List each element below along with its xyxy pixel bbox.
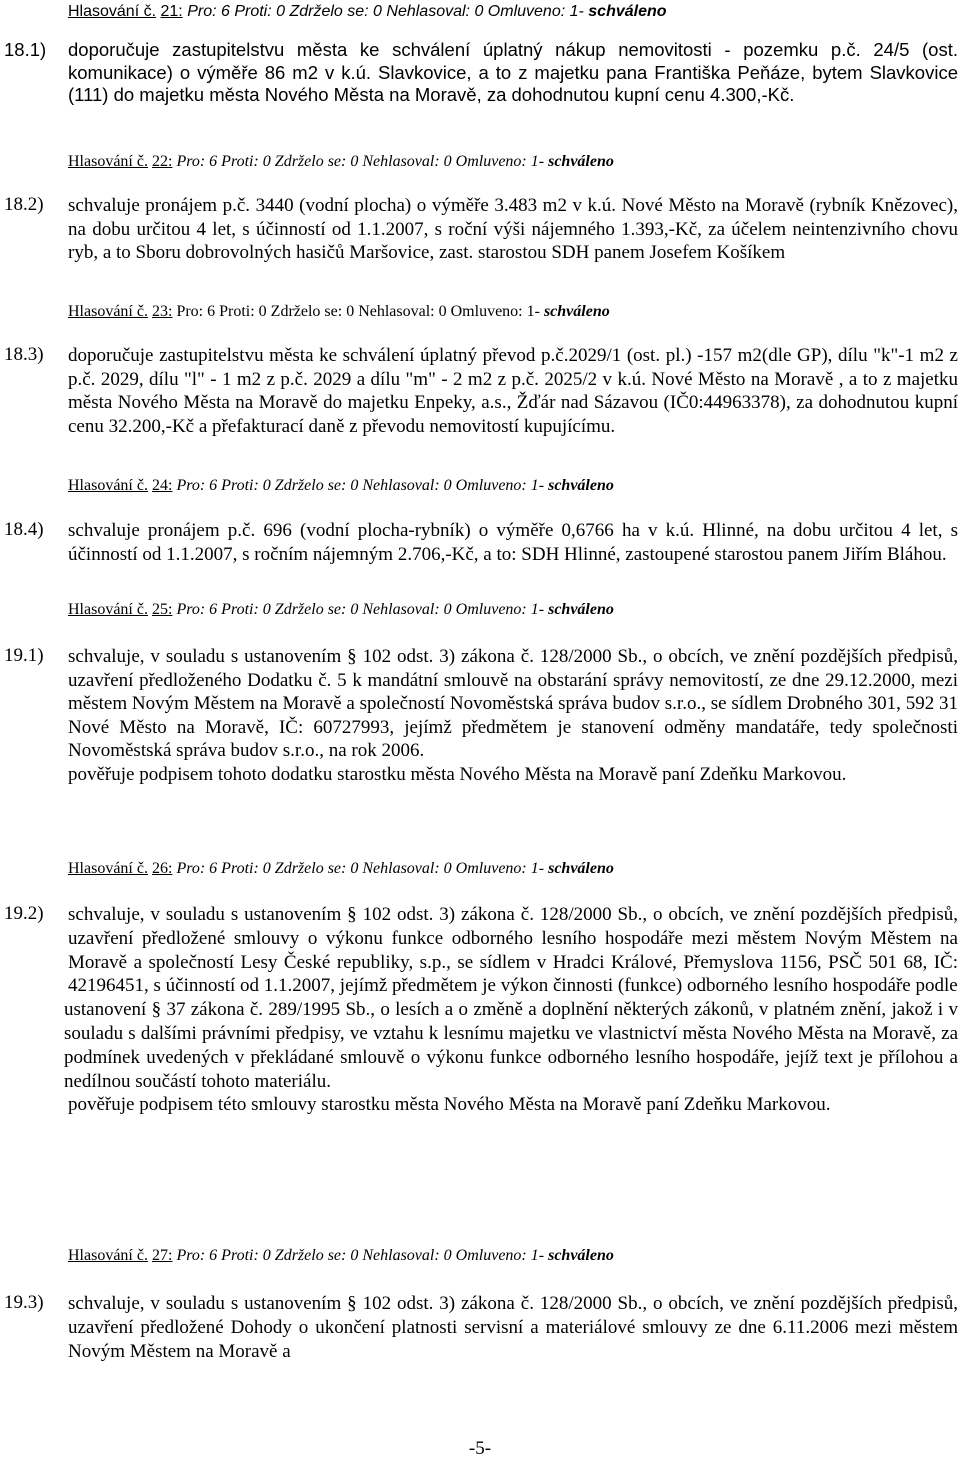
item-number: 19.2) xyxy=(4,903,44,924)
vote-label: Hlasování č. xyxy=(68,3,157,20)
resolution-item xyxy=(4,903,958,1117)
vote-result: schváleno xyxy=(548,601,614,618)
vote-result: schváleno xyxy=(588,3,667,20)
resolution-item xyxy=(4,645,958,787)
item-number: 18.2) xyxy=(4,194,44,215)
item-text: doporučuje zastupitelstvu města ke schválení úplatný převod p.č.2029/1 (ost. pl.) -157 m2(dle GP), dílu "k"-1 m2 z p.č. 2029, dílu "l" - 1 m2 z p.č. 2029 a dílu "m" - 2 m2 z p.č. 2025/2 v k.ú. Nové Město na Moravě , a to z majetku města Nového Města na Moravě do majetku Enpeky, a.s., Žďár nad Sázavou (IČ0:44963378), za dohodnutou kupní cenu 32.200,-Kč a přefakturací daně z převodu nemovitostí kupujícímu. xyxy=(68,345,958,437)
vote-number: 23: xyxy=(151,303,173,320)
vote-detail: Pro: 6 Proti: 0 Zdrželo se: 0 Nehlasoval: 0 Omluveno: 1- xyxy=(176,601,545,618)
vote-line xyxy=(68,600,614,620)
vote-label: Hlasování č. xyxy=(68,601,148,618)
item-number: 18.4) xyxy=(4,519,44,540)
vote-detail: Pro: 6 Proti: 0 Zdrželo se: 0 Nehlasoval: 0 Omluveno: 1- xyxy=(176,153,545,170)
resolution-item xyxy=(4,1292,958,1364)
item-paragraph-authorization: pověřuje podpisem tohoto dodatku starostku města Nového Města na Moravě paní Zdeňku Markovou. xyxy=(68,763,847,785)
resolution-item xyxy=(4,344,958,438)
vote-line xyxy=(68,2,667,22)
vote-number: 22: xyxy=(151,153,173,170)
item-text: doporučuje zastupitelstvu města ke schválení úplatný nákup nemovitosti - pozemku p.č. 24/5 (ost. komunikace) o výměře 86 m2 v k.ú. Slavkovice, a to z majetku pana Františka Peňáze, bytem Slavkovice (111) do majetku města Nového Města na Moravě, za dohodnutou kupní cenu 4.300,-Kč. xyxy=(68,39,958,105)
vote-detail: Pro: 6 Proti: 0 Zdrželo se: 0 Nehlasoval: 0 Omluveno: 1- xyxy=(176,1247,545,1264)
item-text xyxy=(64,903,958,1117)
item-paragraph-continued: ustanovení § 37 zákona č. 289/1995 Sb., o lesích a o změně a doplnění některých zákonů, v platném znění, jakož i v souladu s dalšími právními předpisy, ve vztahu k lesnímu majetku ve vlastnictví města Nového Města na Moravě, za podmínek uvedených v překládané smlouvě o výkonu funkce odborného lesního hospodáře, jejíž text je přílohou a nedílnou součástí tohoto materiálu. xyxy=(64,999,958,1092)
vote-line xyxy=(68,859,614,879)
vote-number: 27: xyxy=(151,1247,173,1264)
vote-line xyxy=(68,152,614,172)
item-number: 18.3) xyxy=(4,344,44,365)
vote-result: schváleno xyxy=(548,860,614,877)
item-paragraph-authorization: pověřuje podpisem této smlouvy starostku města Nového Města na Moravě paní Zdeňku Markovou. xyxy=(68,1094,831,1116)
item-number: 19.1) xyxy=(4,645,44,666)
vote-result: schváleno xyxy=(548,1247,614,1264)
vote-detail: Pro: 6 Proti: 0 Zdrželo se: 0 Nehlasoval: 0 Omluveno: 1- xyxy=(187,3,584,20)
item-text: schvaluje pronájem p.č. 696 (vodní plocha-rybník) o výměře 0,6766 ha v k.ú. Hlinné, na dobu určitou 4 let, s účinností od 1.1.2007, s ročním nájemným 2.706,-Kč, a to: SDH Hlinné, zastoupené starostou panem Jiřím Bláhou. xyxy=(68,520,958,565)
resolution-item xyxy=(4,194,958,265)
vote-result: schváleno xyxy=(548,153,614,170)
resolution-item xyxy=(4,519,958,566)
page-number: -5- xyxy=(468,1438,492,1459)
vote-line xyxy=(68,302,610,322)
vote-detail: Pro: 6 Proti: 0 Zdrželo se: 0 Nehlasoval: 0 Omluveno: 1- xyxy=(176,303,540,320)
item-text xyxy=(68,645,958,787)
vote-detail: Pro: 6 Proti: 0 Zdrželo se: 0 Nehlasoval: 0 Omluveno: 1- xyxy=(176,860,545,877)
resolution-item xyxy=(4,39,958,107)
vote-result: schváleno xyxy=(548,477,614,494)
vote-detail: Pro: 6 Proti: 0 Zdrželo se: 0 Nehlasoval: 0 Omluveno: 1- xyxy=(176,477,545,494)
vote-label: Hlasování č. xyxy=(68,860,148,877)
item-text: schvaluje pronájem p.č. 3440 (vodní plocha) o výměře 3.483 m2 v k.ú. Nové Město na Moravě (rybník Knězovec), na dobu určitou 4 let, s účinností od 1.1.2007, s roční výši nájemného 1.393,-Kč, za účelem neintenzivního chovu ryb, a to Sboru dobrovolných hasičů Maršovice, zast. starostou SDH panem Josefem Košíkem xyxy=(68,195,958,263)
vote-line xyxy=(68,1246,614,1266)
item-text: schvaluje, v souladu s ustanovením § 102 odst. 3) zákona č. 128/2000 Sb., o obcích, ve znění pozdějších předpisů, uzavření předložené Dohody o ukončení platnosti servisní a materiálové smlouvy ze dne 6.11.2006 mezi městem Novým Městem na Moravě a xyxy=(68,1293,958,1362)
item-paragraph: schvaluje, v souladu s ustanovením § 102 odst. 3) zákona č. 128/2000 Sb., o obcích, ve znění pozdějších předpisů, uzavření předložené smlouvy o výkonu funkce odborného lesního hospodáře mezi městem Novým Městem na Moravě a společností Lesy České republiky, s.p., se sídlem v Hradci Králové, Přemyslova 1156, PSČ 501 68, IČ: 42196451, s účinností od 1.1.2007, jejímž předmětem je výkon činnosti (funkce) odborného lesního hospodáře podle xyxy=(68,904,958,997)
vote-number: 26: xyxy=(151,860,173,877)
vote-label: Hlasování č. xyxy=(68,1247,148,1264)
item-number: 18.1) xyxy=(4,39,47,60)
item-number: 19.3) xyxy=(4,1292,44,1313)
vote-label: Hlasování č. xyxy=(68,153,148,170)
vote-number: 21: xyxy=(160,3,183,20)
vote-label: Hlasování č. xyxy=(68,303,148,320)
vote-number: 25: xyxy=(151,601,173,618)
vote-number: 24: xyxy=(151,477,173,494)
item-paragraph: schvaluje, v souladu s ustanovením § 102 odst. 3) zákona č. 128/2000 Sb., o obcích, ve znění pozdějších předpisů, uzavření předloženého Dodatku č. 5 k mandátní smlouvě na obstarání správy nemovitostí, ze dne 29.12.2000, mezi městem Novým Městem na Moravě a společností Novoměstská správa budov s.r.o., se sídlem Drobného 301, 592 31 Nové Město na Moravě, IČ: 60727993, jejímž předmětem je stanovení odměny mandatáře, tedy společnosti Novoměstská správa budov s.r.o., na rok 2006. xyxy=(68,646,958,762)
vote-line xyxy=(68,476,614,496)
vote-label: Hlasování č. xyxy=(68,477,148,494)
vote-result: schváleno xyxy=(543,303,610,320)
